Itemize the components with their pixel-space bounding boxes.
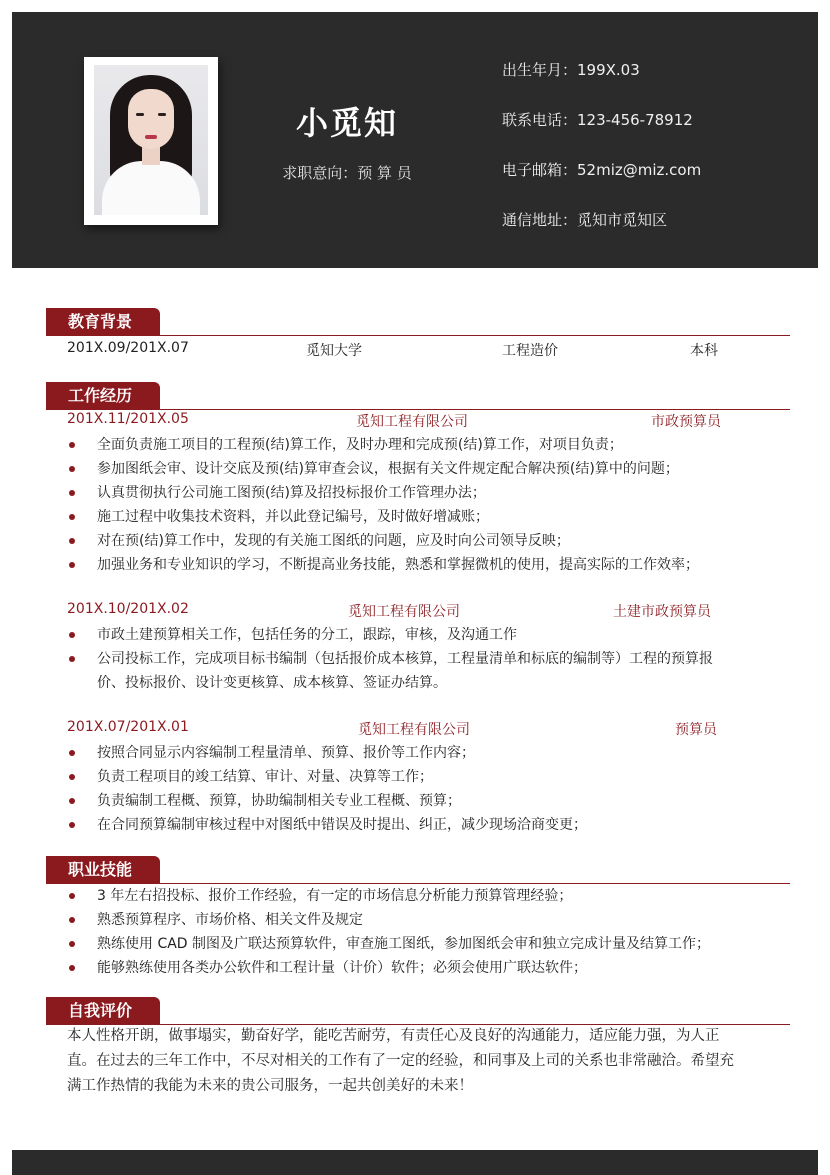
bullet-icon bbox=[69, 442, 75, 448]
job-company: 觅知工程有限公司 bbox=[348, 604, 460, 620]
bullet-icon bbox=[69, 941, 75, 947]
bullet-icon bbox=[69, 965, 75, 971]
bullet-icon bbox=[69, 822, 75, 828]
section-divider bbox=[46, 409, 790, 410]
job-intent: 求职意向：预 算 员 bbox=[282, 164, 412, 182]
bullet-icon bbox=[69, 893, 75, 899]
bullet-icon bbox=[69, 750, 75, 756]
phone-number: 联系电话：123-456-78912 bbox=[502, 111, 693, 129]
job-period: 201X.07/201X.01 bbox=[67, 719, 189, 735]
section-title: 自我评价 bbox=[46, 997, 160, 1025]
job-role: 预算员 bbox=[675, 722, 717, 738]
section-divider bbox=[46, 335, 790, 336]
mailing-address: 通信地址：觅知市觅知区 bbox=[502, 211, 668, 229]
bullet-icon bbox=[69, 798, 75, 804]
job-company: 觅知工程有限公司 bbox=[356, 414, 468, 430]
bullet-icon bbox=[69, 774, 75, 780]
candidate-name: 小觅知 bbox=[295, 104, 398, 142]
edu-school: 觅知大学 bbox=[306, 343, 362, 359]
birth-date: 出生年月：199X.03 bbox=[502, 61, 640, 79]
section-title: 工作经历 bbox=[46, 382, 160, 410]
edu-degree: 本科 bbox=[690, 343, 718, 359]
section-title: 教育背景 bbox=[46, 308, 160, 336]
edu-major: 工程造价 bbox=[502, 343, 558, 359]
bullet-icon bbox=[69, 562, 75, 568]
footer-bar bbox=[12, 1150, 818, 1175]
profile-photo-frame bbox=[84, 57, 218, 225]
bullet-icon bbox=[69, 490, 75, 496]
job-role: 土建市政预算员 bbox=[613, 604, 711, 620]
email-address: 电子邮箱：52miz@miz.com bbox=[502, 161, 702, 179]
section-title: 职业技能 bbox=[46, 856, 160, 884]
job-period: 201X.10/201X.02 bbox=[67, 601, 189, 617]
bullet-icon bbox=[69, 466, 75, 472]
bullet-icon bbox=[69, 514, 75, 520]
job-role: 市政预算员 bbox=[651, 414, 721, 430]
job-period: 201X.11/201X.05 bbox=[67, 411, 189, 427]
job-company: 觅知工程有限公司 bbox=[358, 722, 470, 738]
bullet-icon bbox=[69, 632, 75, 638]
bullet-icon bbox=[69, 656, 75, 662]
profile-photo bbox=[94, 65, 208, 215]
bullet-icon bbox=[69, 917, 75, 923]
bullet-icon bbox=[69, 538, 75, 544]
edu-period: 201X.09/201X.07 bbox=[67, 340, 189, 356]
self-evaluation-text: 本人性格开朗，做事塌实，勤奋好学，能吃苦耐劳，有责任心及良好的沟通能力，适应能力强，为人正直。在过去的三年工作中，不尽对相关的工作有了一定的经验，和同事及上司的关系也非常融洽。希望充满工作热情的我能为未来的贵公司服务，一起共创美好的未来！ bbox=[67, 1028, 734, 1094]
